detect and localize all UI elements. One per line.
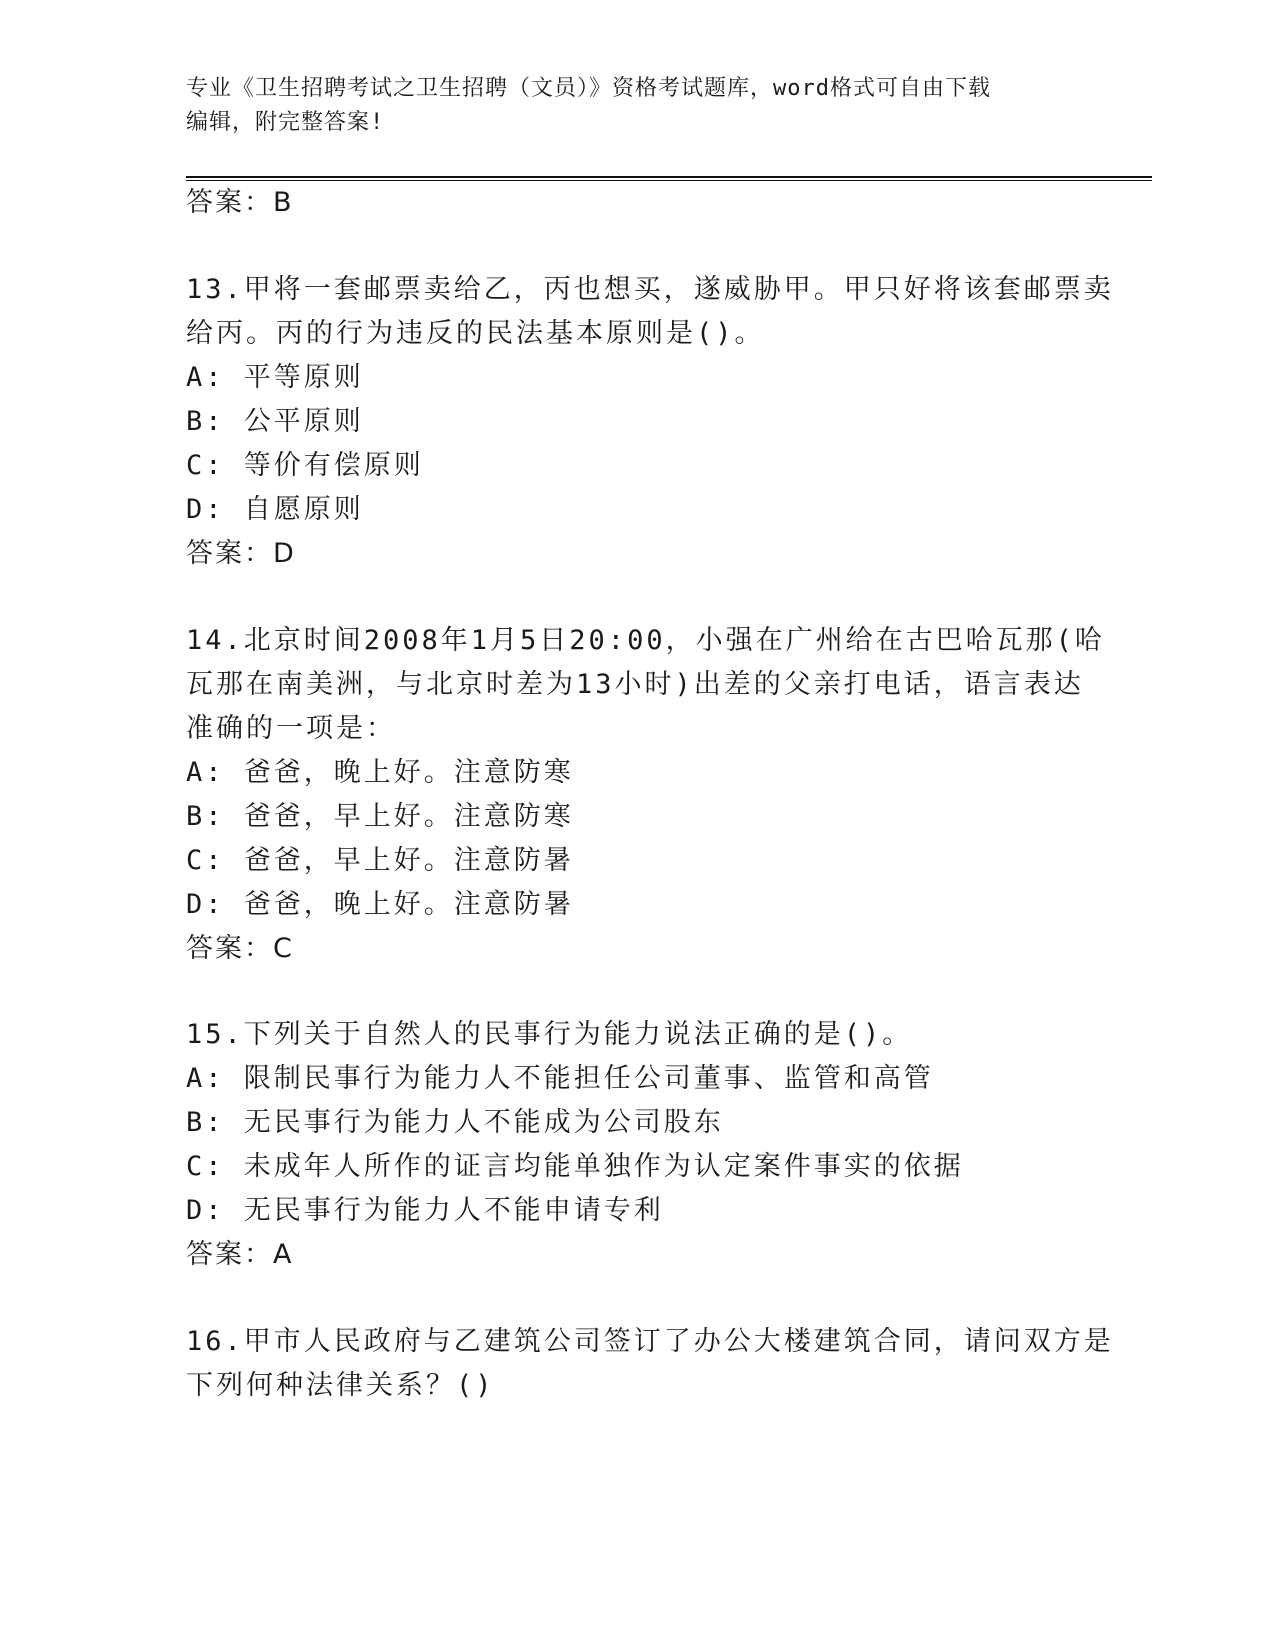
document-header xyxy=(186,72,1076,140)
header-divider-thick xyxy=(186,176,1152,178)
q14-stem-line-1: 14.北京时间2008年1月5日20:00，小强在广州给在古巴哈瓦那(哈 xyxy=(186,625,1105,656)
answer-q13: 答案：D xyxy=(186,538,296,569)
q14-option-d: D: 爸爸，晚上好。注意防暑 xyxy=(186,889,574,920)
q15-option-b: B: 无民事行为能力人不能成为公司股东 xyxy=(186,1107,724,1138)
q14-stem-line-3: 准确的一项是： xyxy=(186,713,396,744)
q14-option-b: B: 爸爸，早上好。注意防寒 xyxy=(186,801,574,832)
q14-option-a: A: 爸爸，晚上好。注意防寒 xyxy=(186,757,574,788)
q16-stem-line-1: 16.甲市人民政府与乙建筑公司签订了办公大楼建筑合同，请问双方是 xyxy=(186,1326,1114,1357)
q14-option-c: C: 爸爸，早上好。注意防暑 xyxy=(186,845,574,876)
q15-option-d: D: 无民事行为能力人不能申请专利 xyxy=(186,1195,664,1226)
q15-stem-line-1: 15.下列关于自然人的民事行为能力说法正确的是()。 xyxy=(186,1019,913,1050)
header-divider-thin xyxy=(186,180,1152,181)
q13-stem-line-2: 给丙。丙的行为违反的民法基本原则是()。 xyxy=(186,318,765,349)
header-line-2: 编辑，附完整答案! xyxy=(186,110,385,135)
q14-stem-line-2: 瓦那在南美洲，与北京时差为13小时)出差的父亲打电话，语言表达 xyxy=(186,669,1084,700)
q13-option-a: A: 平等原则 xyxy=(186,362,364,393)
q16-stem-line-2: 下列何种法律关系？() xyxy=(186,1370,495,1401)
answer-q14: 答案：C xyxy=(186,933,294,964)
q13-option-c: C: 等价有偿原则 xyxy=(186,450,424,481)
header-line-1: 专业《卫生招聘考试之卫生招聘（文员）》资格考试题库，word格式可自由下载 xyxy=(186,76,991,101)
q13-option-d: D: 自愿原则 xyxy=(186,494,364,525)
answer-q12: 答案：B xyxy=(186,187,294,218)
q13-stem-line-1: 13.甲将一套邮票卖给乙，丙也想买，遂威胁甲。甲只好将该套邮票卖 xyxy=(186,274,1114,305)
answer-q15: 答案：A xyxy=(186,1239,294,1270)
q15-option-a: A: 限制民事行为能力人不能担任公司董事、监管和高管 xyxy=(186,1063,934,1094)
q13-option-b: B: 公平原则 xyxy=(186,406,364,437)
q15-option-c: C: 未成年人所作的证言均能单独作为认定案件事实的依据 xyxy=(186,1151,964,1182)
